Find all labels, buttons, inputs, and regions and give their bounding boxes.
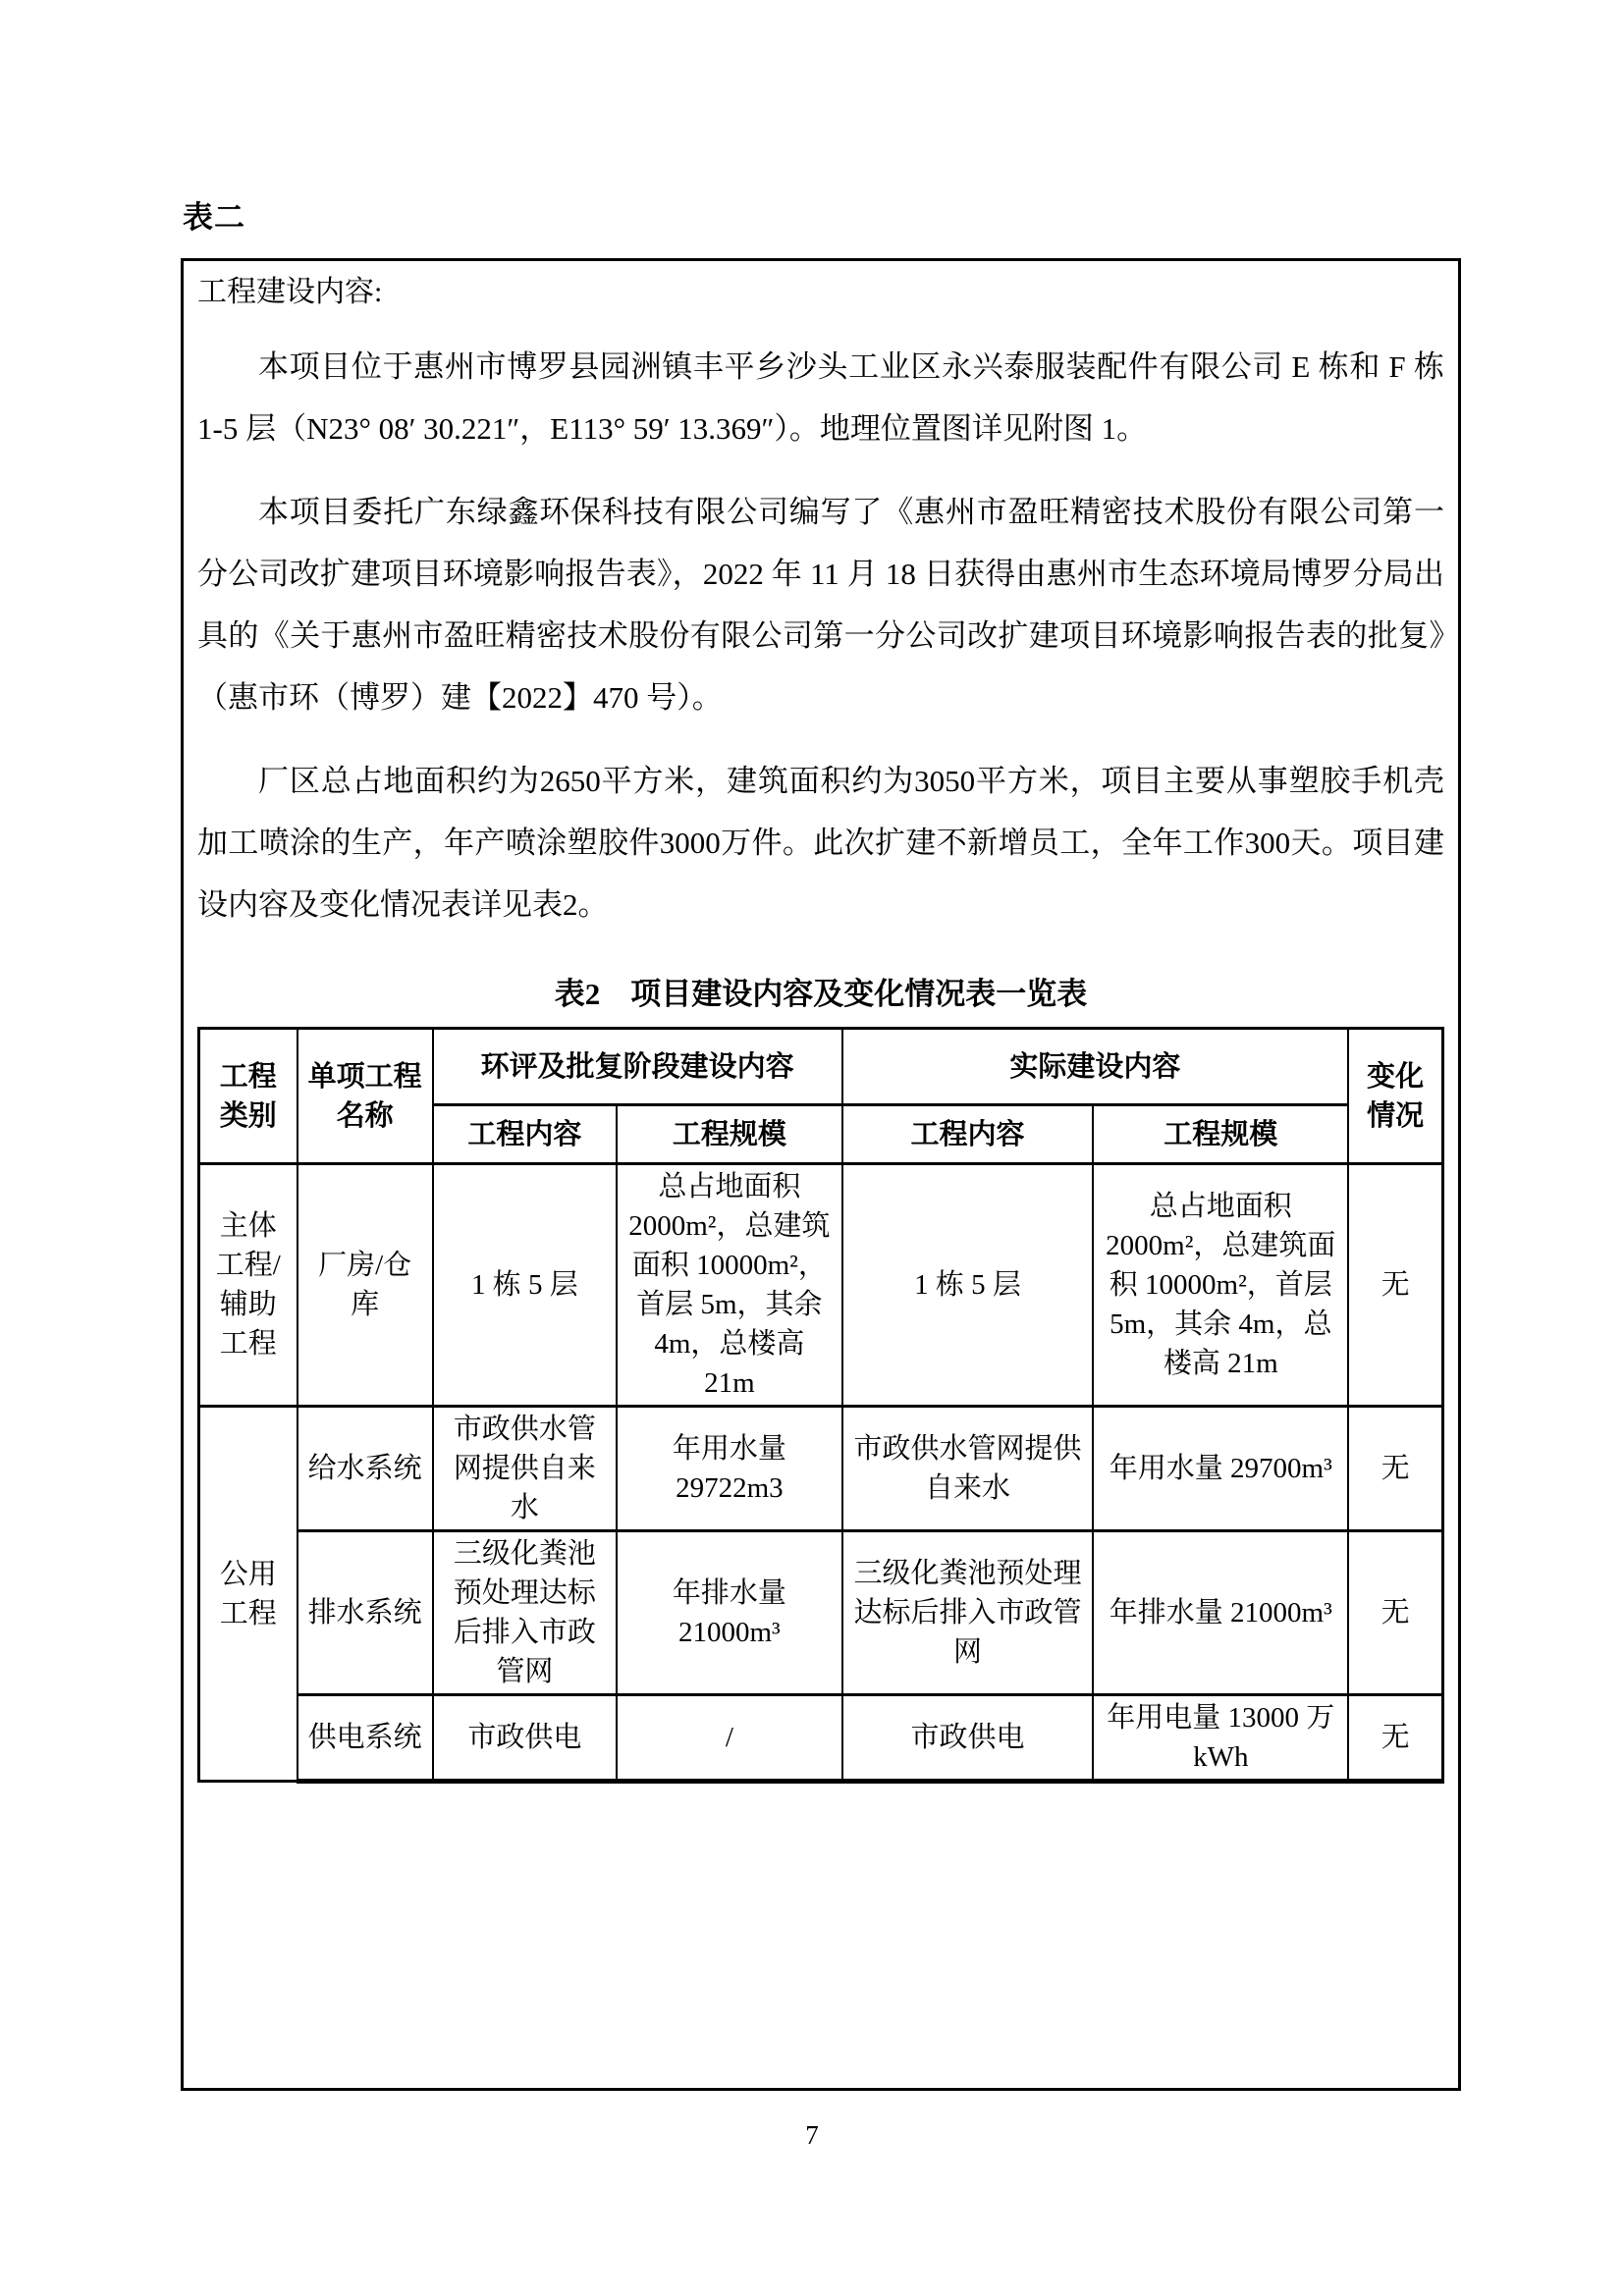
header-category: 工程类别 bbox=[199, 1029, 298, 1164]
construction-table bbox=[197, 1027, 1444, 1784]
cell-eia-scale-water-supply: 年用水量 29722m3 bbox=[617, 1407, 841, 1531]
paragraph-approval: 本项目委托广东绿鑫环保科技有限公司编写了《惠州市盈旺精密技术股份有限公司第一分公司改扩建项目环境影响报告表》，2022 年 11 月 18 日获得由惠州市生态环境局博罗分局出具的《关于惠州市盈旺精密技术股份有限公司第一分公司改扩建项目环境影响报告表的批复》（惠市环（博罗）建【2022】470 号）。 bbox=[197, 495, 1444, 715]
cell-name-water-supply: 给水系统 bbox=[298, 1407, 433, 1531]
cell-category-main: 主体工程/辅助工程 bbox=[199, 1164, 298, 1407]
header-actual-scale: 工程规模 bbox=[1093, 1105, 1348, 1164]
cell-actual-content-factory: 1 栋 5 层 bbox=[842, 1164, 1094, 1407]
table-title: 表2 项目建设内容及变化情况表一览表 bbox=[554, 977, 1088, 1011]
cell-eia-content-factory: 1 栋 5 层 bbox=[433, 1164, 618, 1407]
cell-change-factory: 无 bbox=[1348, 1164, 1442, 1407]
cell-eia-scale-drainage: 年排水量 21000m³ bbox=[617, 1531, 841, 1695]
paragraph-factory-overview: 厂区总占地面积约为2650平方米，建筑面积约为3050平方米，项目主要从事塑胶手机壳加工喷涂的生产，年产喷涂塑胶件3000万件。此次扩建不新增员工，全年工作300天。项目建设内容及变化情况表详见表2。 bbox=[197, 764, 1444, 922]
header-actual-content: 工程内容 bbox=[842, 1105, 1094, 1164]
box-heading: 工程建设内容: bbox=[197, 276, 383, 308]
cell-actual-scale-drainage: 年排水量 21000m³ bbox=[1093, 1531, 1348, 1695]
cell-change-water-supply: 无 bbox=[1348, 1407, 1442, 1531]
page-number: 7 bbox=[805, 2120, 819, 2150]
cell-name-factory: 厂房/仓库 bbox=[298, 1164, 433, 1407]
cell-category-public: 公用工程 bbox=[199, 1407, 298, 1782]
cell-actual-scale-power: 年用电量 13000 万 kWh bbox=[1093, 1695, 1348, 1782]
table-row-power-supply bbox=[199, 1695, 1443, 1782]
header-actual-group: 实际建设内容 bbox=[842, 1029, 1349, 1105]
cell-change-power: 无 bbox=[1348, 1695, 1442, 1782]
header-change: 变化情况 bbox=[1348, 1029, 1442, 1164]
header-eia-content: 工程内容 bbox=[433, 1105, 618, 1164]
header-eia-scale: 工程规模 bbox=[617, 1105, 841, 1164]
section-label: 表二 bbox=[183, 200, 245, 235]
table-header-row-1 bbox=[199, 1029, 1443, 1105]
header-sub-project: 单项工程名称 bbox=[298, 1029, 433, 1164]
header-eia-group: 环评及批复阶段建设内容 bbox=[433, 1029, 842, 1105]
paragraph-location: 本项目位于惠州市博罗县园洲镇丰平乡沙头工业区永兴泰服装配件有限公司 E 栋和 F 栋 1-5 层（N23° 08′ 30.221″，E113° 59′ 13.369″）。地理位置图详见附图 1。 bbox=[197, 349, 1444, 446]
cell-change-drainage: 无 bbox=[1348, 1531, 1442, 1695]
cell-actual-scale-factory: 总占地面积 2000m²，总建筑面积 10000m²，首层 5m，其余 4m，总楼高 21m bbox=[1093, 1164, 1348, 1407]
cell-eia-content-water-supply: 市政供水管网提供自来水 bbox=[433, 1407, 618, 1531]
content-box bbox=[181, 258, 1461, 2091]
table-row-water-supply bbox=[199, 1407, 1443, 1531]
cell-eia-scale-factory: 总占地面积 2000m²，总建筑面积 10000m²，首层 5m，其余 4m，总楼高 21m bbox=[617, 1164, 841, 1407]
cell-eia-content-power: 市政供电 bbox=[433, 1695, 618, 1782]
table-row-main-works bbox=[199, 1164, 1443, 1407]
cell-actual-content-water-supply: 市政供水管网提供自来水 bbox=[842, 1407, 1094, 1531]
cell-actual-content-drainage: 三级化粪池预处理达标后排入市政管网 bbox=[842, 1531, 1094, 1695]
cell-eia-scale-power: / bbox=[617, 1695, 841, 1782]
cell-actual-content-power: 市政供电 bbox=[842, 1695, 1094, 1782]
table-row-drainage bbox=[199, 1531, 1443, 1695]
cell-actual-scale-water-supply: 年用水量 29700m³ bbox=[1093, 1407, 1348, 1531]
cell-name-drainage: 排水系统 bbox=[298, 1531, 433, 1695]
cell-name-power: 供电系统 bbox=[298, 1695, 433, 1782]
cell-eia-content-drainage: 三级化粪池预处理达标后排入市政管网 bbox=[433, 1531, 618, 1695]
